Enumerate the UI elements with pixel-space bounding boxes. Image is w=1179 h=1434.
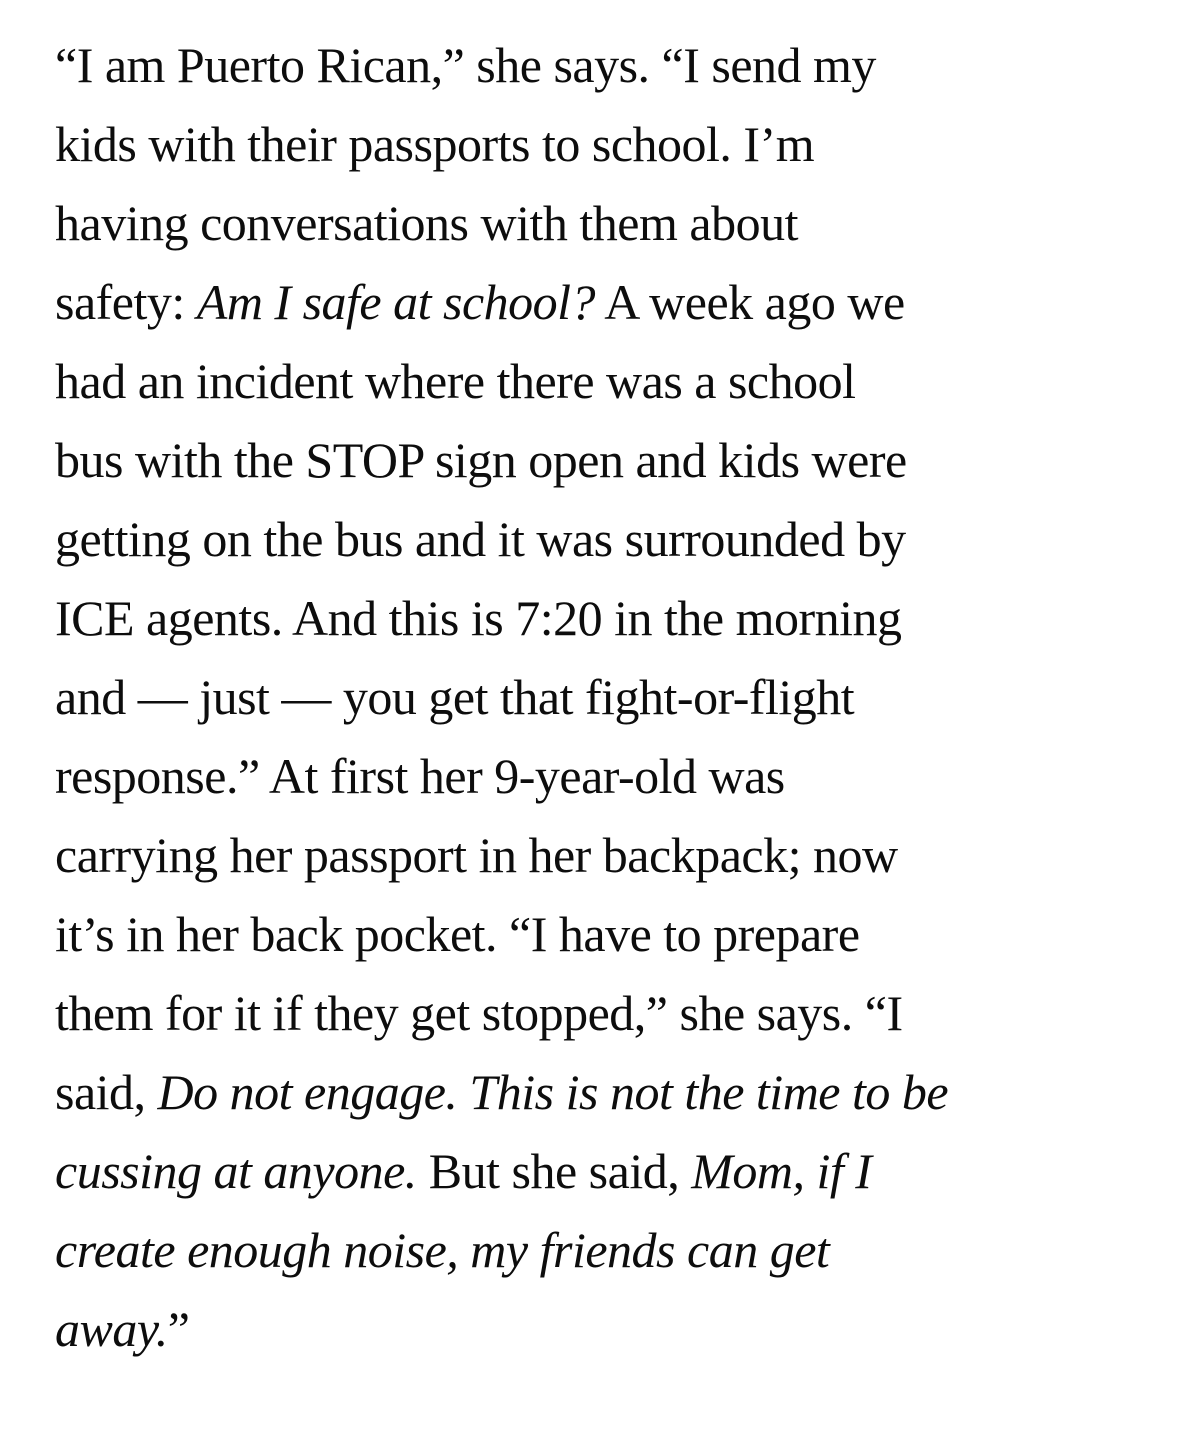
text-line xyxy=(55,1211,1135,1290)
text-segment: A week ago we xyxy=(595,274,905,330)
text-line xyxy=(55,263,1135,342)
text-line xyxy=(55,895,1135,974)
text-line xyxy=(55,816,1135,895)
text-segment: “I am Puerto Rican,” she says. “I send my xyxy=(55,37,876,93)
text-line xyxy=(55,1290,1135,1369)
text-segment: carrying her passport in her backpack; now xyxy=(55,827,898,883)
text-line xyxy=(55,421,1135,500)
text-line xyxy=(55,500,1135,579)
text-line xyxy=(55,342,1135,421)
text-line xyxy=(55,1053,1135,1132)
italic-text-segment: create enough noise, my friends can get xyxy=(55,1222,830,1278)
italic-text-segment: Do not engage. This is not the time to be xyxy=(157,1064,949,1120)
text-segment: and — just — you get that fight-or-flight xyxy=(55,669,855,725)
text-segment: having conversations with them about xyxy=(55,195,798,251)
text-segment: getting on the bus and it was surrounded by xyxy=(55,511,906,567)
text-line xyxy=(55,184,1135,263)
text-segment: said, xyxy=(55,1064,158,1120)
text-line xyxy=(55,105,1135,184)
text-segment: had an incident where there was a school xyxy=(55,353,856,409)
text-segment: ” xyxy=(167,1301,190,1357)
text-line xyxy=(55,658,1135,737)
text-segment: But she said, xyxy=(416,1143,692,1199)
text-segment: ICE agents. And this is 7:20 in the morning xyxy=(55,590,902,646)
italic-text-segment: Am I safe at school? xyxy=(196,274,596,330)
text-line xyxy=(55,1132,1135,1211)
text-segment: response.” At first her 9-year-old was xyxy=(55,748,785,804)
text-segment: them for it if they get stopped,” she says. “I xyxy=(55,985,903,1041)
italic-text-segment: away. xyxy=(55,1301,168,1357)
text-segment: kids with their passports to school. I’m xyxy=(55,116,815,172)
text-line xyxy=(55,974,1135,1053)
text-segment: safety: xyxy=(55,274,197,330)
text-line xyxy=(55,579,1135,658)
italic-text-segment: cussing at anyone. xyxy=(55,1143,417,1199)
article-paragraph xyxy=(55,26,1135,1369)
text-segment: it’s in her back pocket. “I have to prepare xyxy=(55,906,860,962)
italic-text-segment: Mom, if I xyxy=(691,1143,872,1199)
text-line xyxy=(55,737,1135,816)
text-line xyxy=(55,26,1135,105)
text-segment: bus with the STOP sign open and kids were xyxy=(55,432,907,488)
